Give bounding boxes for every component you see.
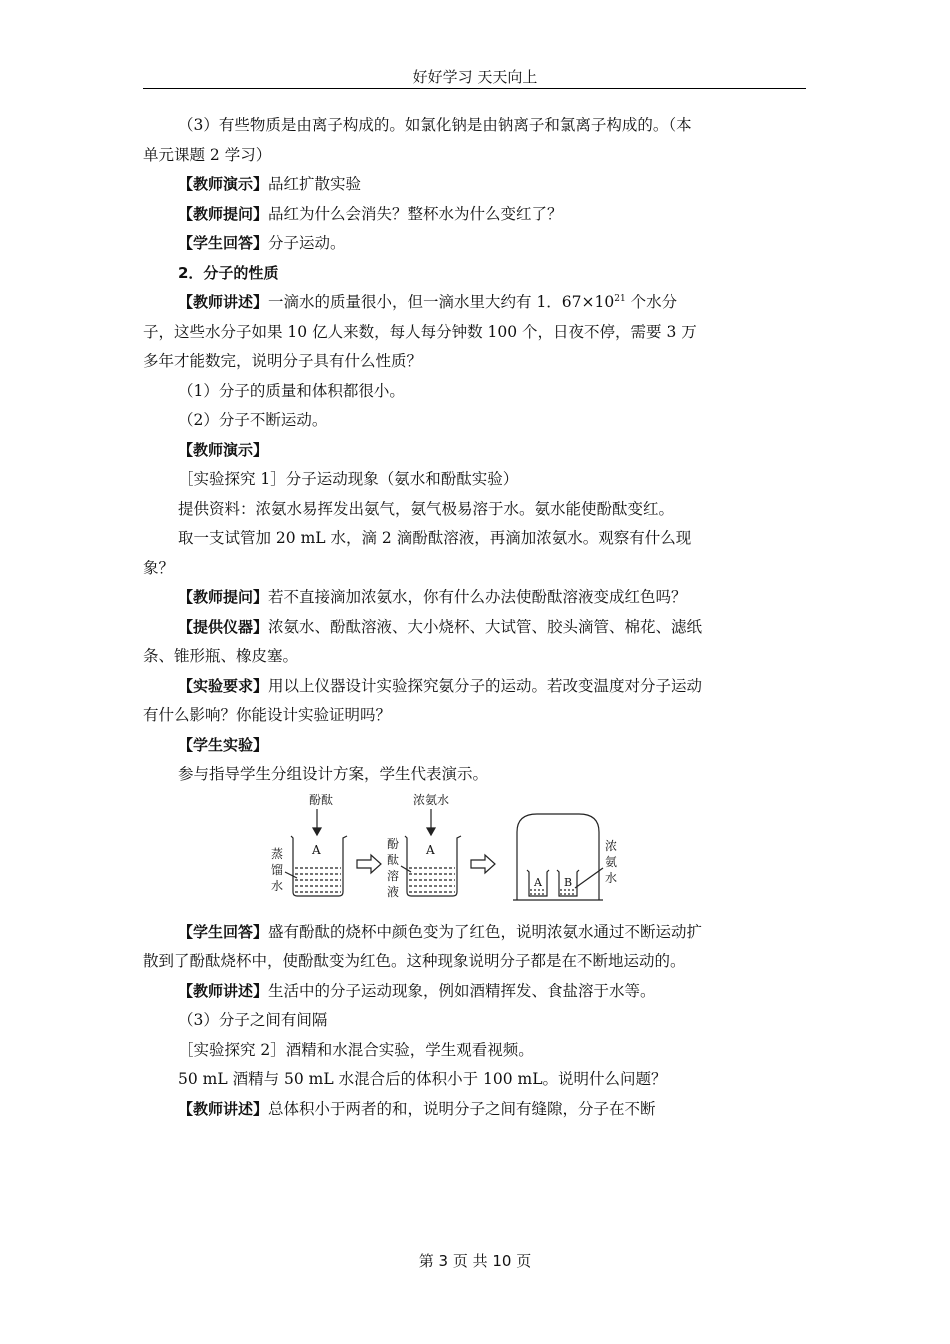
svg-text:蒸: 蒸 — [271, 846, 284, 861]
paragraph: 提供资料：浓氨水易挥发出氨气，氨气极易溶于水。氨水能使酚酞变红。 — [178, 499, 675, 518]
svg-text:A: A — [426, 842, 435, 857]
header-rule — [143, 88, 806, 89]
svg-text:水: 水 — [605, 870, 618, 885]
paragraph: 【教师提问】若不直接滴加浓氨水，你有什么办法使酚酞溶液变成红色吗？ — [178, 588, 687, 606]
svg-text:A: A — [534, 875, 542, 889]
experiment-diagram — [261, 792, 621, 916]
svg-text:馏: 馏 — [271, 862, 284, 877]
process-arrow — [471, 855, 495, 873]
paragraph: ［实验探究 1］分子运动现象（氨水和酚酞实验） — [178, 470, 519, 488]
paragraph: （3）分子之间有间隔 — [178, 1011, 328, 1029]
paragraph: 【教师提问】品红为什么会消失？整杯水为什么变红了？ — [178, 204, 563, 223]
page-header: 好好学习 天天向上 — [412, 68, 538, 86]
svg-text:水: 水 — [271, 878, 284, 893]
paragraph: （2）分子不断运动。 — [178, 411, 328, 429]
paragraph: 参与指导学生分组设计方案，学生代表演示。 — [178, 765, 489, 783]
paragraph: ［实验探究 2］酒精和水混合实验，学生观看视频。 — [178, 1040, 534, 1059]
paragraph: 取一支试管加 20 mL 水，滴 2 滴酚酞溶液，再滴加浓氨水。观察有什么现象？ — [143, 529, 692, 577]
experiment-figure — [143, 792, 703, 918]
process-arrow — [357, 855, 381, 873]
label-ammonia: 浓氨水 — [413, 792, 450, 807]
svg-text:溶: 溶 — [387, 868, 400, 883]
section-heading: 2．分子的性质 — [178, 263, 279, 282]
label-phenolphthalein: 酚酞 — [309, 792, 334, 807]
svg-text:氨: 氨 — [605, 854, 618, 869]
paragraph: 【教师讲述】生活中的分子运动现象，例如酒精挥发、食盐溶于水等。 — [178, 981, 656, 1000]
paragraph: 【学生回答】分子运动。 — [178, 234, 346, 252]
paragraph: （1）分子的质量和体积都很小。 — [178, 381, 405, 400]
paragraph: 【教师演示】品红扩散实验 — [178, 175, 362, 193]
page-footer: 第 3 页 共 10 页 — [418, 1252, 532, 1270]
paragraph: 50 mL 酒精与 50 mL 水混合后的体积小于 100 mL。说明什么问题？ — [178, 1070, 667, 1088]
beaker-label-a: A — [312, 842, 321, 857]
svg-text:浓: 浓 — [605, 838, 618, 853]
svg-text:酞: 酞 — [387, 852, 400, 867]
paragraph: 【提供仪器】浓氨水、酚酞溶液、大小烧杯、大试管、胶头滴管、棉花、滤纸条、锥形瓶、橡皮塞。 — [143, 617, 703, 665]
svg-text:酚: 酚 — [387, 836, 400, 851]
document-body — [143, 111, 703, 1124]
arrow-head — [313, 828, 321, 835]
paragraph: 【教师讲述】总体积小于两者的和，说明分子之间有缝隙，分子在不断 — [178, 1099, 656, 1118]
paragraph-label: 【学生实验】 — [178, 735, 269, 754]
svg-text:B: B — [564, 875, 573, 889]
paragraph: 【学生回答】盛有酚酞的烧杯中颜色变为了红色，说明浓氨水通过不断运动扩散到了酚酞烧杯中，使酚酞变为红色。这种现象说明分子都是在不断地运动的。 — [143, 922, 703, 970]
paragraph: 【教师讲述】一滴水的质量很小，但一滴水里大约有 1．$67\times 10^{21}$ 个水分子，这些水分子如果 10 亿人来数，每人每分钟数 100 个，日夜不停，需要 3 万多年才能数完，说明分子具有什么性质？ — [143, 293, 697, 370]
paragraph: （3）有些物质是由离子构成的。如氯化钠是由钠离子和氯离子构成的。（本单元课题 2 学习） — [143, 116, 692, 164]
paragraph-label: 【教师演示】 — [178, 440, 269, 459]
svg-text:液: 液 — [387, 884, 400, 899]
paragraph: 【实验要求】用以上仪器设计实验探究氨分子的运动。若改变温度对分子运动有什么影响？你能设计实验证明吗？ — [143, 676, 703, 724]
